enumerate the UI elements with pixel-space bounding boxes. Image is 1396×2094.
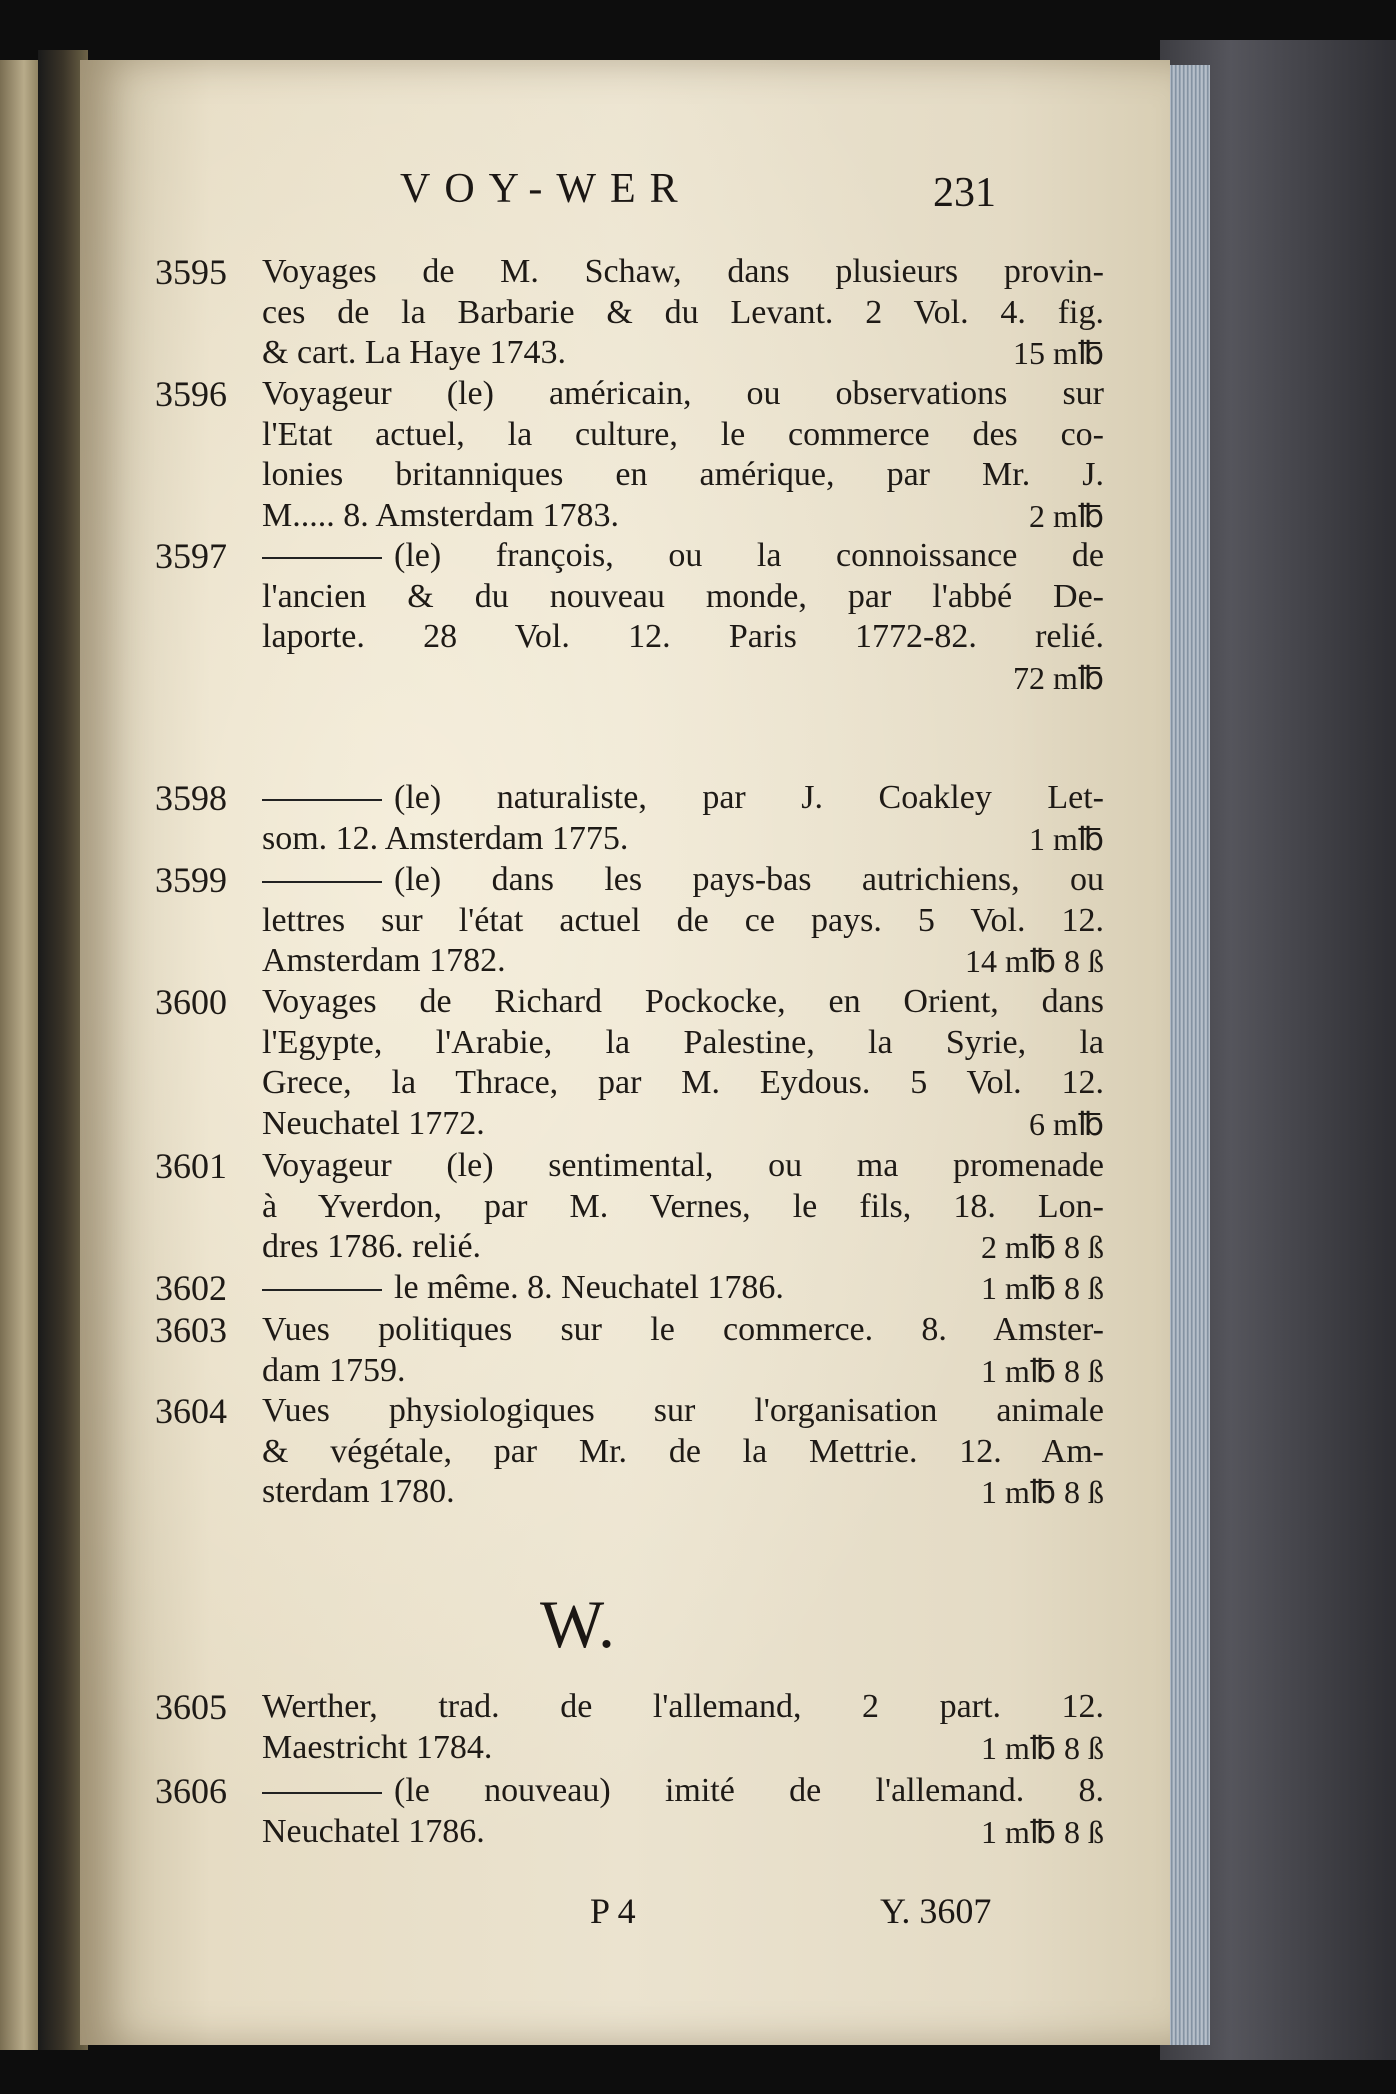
- entry-line: Neuchatel 1772.: [262, 1104, 485, 1142]
- entry-number: 3596: [155, 374, 227, 414]
- entry-line: M..... 8. Amsterdam 1783.: [262, 496, 619, 534]
- entry-price: 1 m℔ 8 ß: [980, 1729, 1104, 1766]
- signature-mark: P 4: [590, 1891, 636, 1931]
- entry-line: Vues politiques sur le commerce. 8. Amster-: [262, 1311, 1104, 1348]
- entry-number: 3597: [155, 536, 227, 576]
- entry-number: 3595: [155, 252, 227, 292]
- ditto-dash: [262, 881, 382, 883]
- entry-line: laporte. 28 Vol. 12. Paris 1772-82. relié.: [262, 618, 1104, 655]
- entry-price: 72 m℔: [1012, 659, 1104, 696]
- page-header: [80, 165, 1170, 225]
- entry-text: [262, 536, 1104, 698]
- entry-text: [262, 982, 1104, 1144]
- entry-text: [262, 1146, 1104, 1268]
- entry-line: à Yverdon, par M. Vernes, le fils, 18. Lon-: [262, 1187, 1104, 1225]
- entry-price: 1 m℔: [1028, 820, 1104, 857]
- entry-line: Voyageur (le) américain, ou observations sur: [262, 375, 1104, 412]
- entry-line: Amsterdam 1782.: [262, 942, 506, 979]
- catchword: Y. 3607: [880, 1891, 992, 1931]
- running-title: VOY-WER: [400, 166, 692, 212]
- entry-line: sterdam 1780.: [262, 1473, 455, 1510]
- entry-line: (le) françois, ou la connoissance de: [394, 537, 1104, 574]
- entry-number: 3606: [155, 1771, 227, 1811]
- ditto-dash: [262, 1792, 382, 1794]
- ditto-dash: [262, 557, 382, 559]
- entry-line: Werther, trad. de l'allemand, 2 part. 12.: [262, 1688, 1104, 1725]
- entry-price: 14 m℔ 8 ß: [964, 943, 1104, 979]
- entry-line: (le nouveau) imité de l'allemand. 8.: [394, 1772, 1104, 1809]
- entry-text: [262, 1391, 1104, 1513]
- entry-price: 2 m℔: [1028, 497, 1104, 534]
- entry-line: dam 1759.: [262, 1351, 406, 1389]
- entry-line: Vues physiologiques sur l'organisation animale: [262, 1392, 1104, 1429]
- ditto-dash: [262, 799, 382, 801]
- entry-text: [262, 374, 1104, 536]
- entry-line: l'Etat actuel, la culture, le commerce des co-: [262, 415, 1104, 453]
- entry-price: 1 m℔ 8 ß: [980, 1474, 1104, 1510]
- entry-number: 3599: [155, 860, 227, 900]
- entry-line: Grece, la Thrace, par M. Eydous. 5 Vol. 12.: [262, 1064, 1104, 1101]
- entry-line: l'ancien & du nouveau monde, par l'abbé De-: [262, 577, 1104, 615]
- entry-number: 3602: [155, 1268, 227, 1308]
- entry-line: (le) dans les pays-bas autrichiens, ou: [394, 861, 1104, 898]
- entry-text: [262, 1310, 1104, 1391]
- entry-price: 1 m℔ 8 ß: [980, 1352, 1104, 1389]
- section-letter: W.: [540, 1586, 615, 1662]
- entry-text: [262, 252, 1104, 374]
- page-footer: [80, 1890, 1170, 1940]
- entry-text: [262, 778, 1104, 859]
- entry-text: [262, 1771, 1104, 1852]
- entry-price: 2 m℔ 8 ß: [980, 1229, 1104, 1265]
- entry-line: som. 12. Amsterdam 1775.: [262, 819, 629, 857]
- entry-text: [262, 860, 1104, 982]
- entry-line: ces de la Barbarie & du Levant. 2 Vol. 4. fig.: [262, 293, 1104, 331]
- entry-line: le même. 8. Neuchatel 1786.: [394, 1269, 784, 1306]
- entry-text: [262, 1268, 1104, 1309]
- entry-price: 1 m℔ 8 ß: [980, 1270, 1104, 1306]
- entry-number: 3598: [155, 778, 227, 818]
- entry-price: 6 m℔: [1028, 1105, 1104, 1142]
- entry-text: [262, 1687, 1104, 1768]
- entry-price: 1 m℔ 8 ß: [980, 1813, 1104, 1850]
- entry-line: Voyageur (le) sentimental, ou ma promenade: [262, 1147, 1104, 1184]
- book-page: [80, 60, 1170, 2045]
- left-page-edge: [0, 60, 40, 2050]
- entry-line: (le) naturaliste, par J. Coakley Let-: [394, 779, 1104, 816]
- entry-line: lettres sur l'état actuel de ce pays. 5 Vol. 12.: [262, 901, 1104, 939]
- entry-line: Voyages de M. Schaw, dans plusieurs provin-: [262, 253, 1104, 290]
- entry-number: 3603: [155, 1310, 227, 1350]
- entry-number: 3604: [155, 1391, 227, 1431]
- entry-price: 15 m℔: [1012, 335, 1104, 371]
- entry-line: Neuchatel 1786.: [262, 1812, 485, 1850]
- ditto-dash: [262, 1289, 382, 1291]
- entry-line: Maestricht 1784.: [262, 1728, 493, 1766]
- page-number: 231: [933, 170, 996, 216]
- entry-line: & végétale, par Mr. de la Mettrie. 12. Am-: [262, 1432, 1104, 1470]
- entry-number: 3605: [155, 1687, 227, 1727]
- entry-line: l'Egypte, l'Arabie, la Palestine, la Syrie, la: [262, 1023, 1104, 1061]
- entry-line: lonies britanniques en amérique, par Mr. J.: [262, 456, 1104, 493]
- entry-number: 3600: [155, 982, 227, 1022]
- entry-line: dres 1786. relié.: [262, 1228, 482, 1265]
- entry-number: 3601: [155, 1146, 227, 1186]
- entry-line: Voyages de Richard Pockocke, en Orient, dans: [262, 983, 1104, 1020]
- entry-line: & cart. La Haye 1743.: [262, 334, 566, 371]
